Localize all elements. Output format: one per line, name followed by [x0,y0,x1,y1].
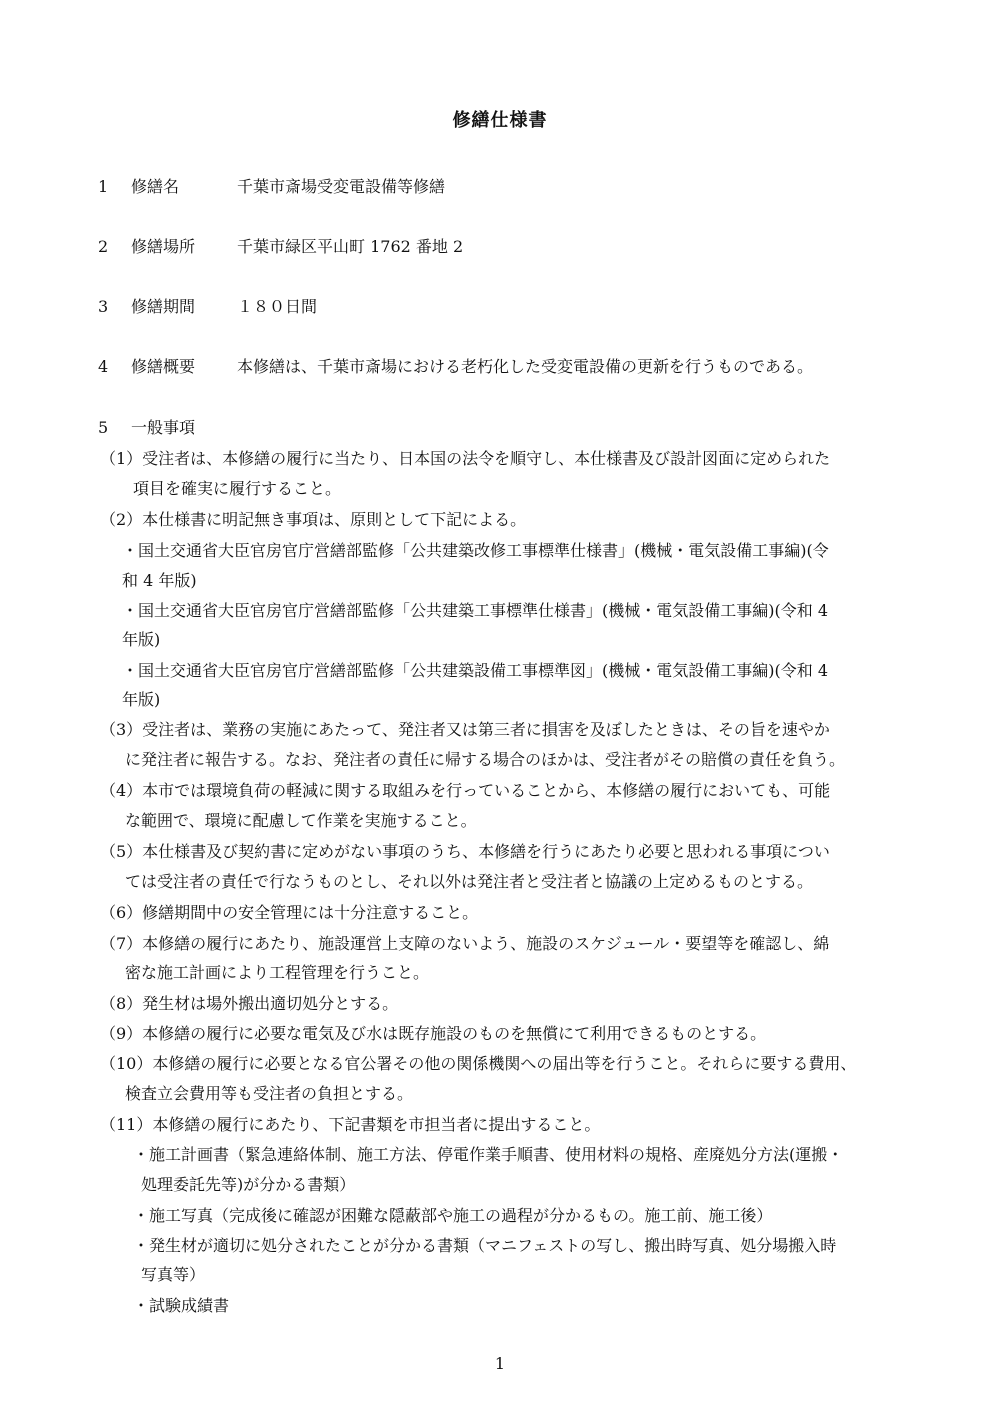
page-number: 1 [494,1354,506,1373]
reference-item-continuation: 和 4 年版) [122,571,197,590]
list-item: （9）本修繕の履行に必要な電気及び水は既存施設のものを無償にて利用できるものとする。 [100,1024,767,1043]
item-number: 2 [98,237,109,256]
list-item-continuation: に発注者に報告する。なお、発注者の責任に帰する場合のほかは、受注者がその賠償の責任を負う。 [125,750,846,769]
list-item: （5）本仕様書及び契約書に定めがない事項のうち、本修繕を行うにあたり必要と思われる事項につい [100,842,830,861]
reference-item: ・国土交通省大臣官房官庁営繕部監修「公共建築改修工事標準仕様書」(機械・電気設備工事編)(令 [122,541,829,560]
list-item-continuation: 検査立会費用等も受注者の負担とする。 [125,1084,414,1103]
list-item: （7）本修繕の履行にあたり、施設運営上支障のないよう、施設のスケジュール・要望等を確認し、綿 [100,934,830,953]
reference-item-continuation: 年版) [122,630,161,649]
item-value: １８０日間 [237,297,318,316]
document-item: ・発生材が適切に処分されたことが分かる書類（マニフェストの写し、搬出時写真、処分場搬入時 [133,1236,837,1255]
item-label: 修繕期間 [131,297,196,316]
list-item-continuation: ては受注者の責任で行なうものとし、それ以外は発注者と受注者と協議の上定めるものとする。 [125,872,814,891]
document-item: ・施工写真（完成後に確認が困難な隠蔽部や施工の過程が分かるもの。施工前、施工後） [133,1206,773,1225]
list-item: （8）発生材は場外搬出適切処分とする。 [100,994,399,1013]
list-item: （10）本修繕の履行に必要となる官公署その他の関係機関への届出等を行うこと。それらに要する費用、 [100,1054,857,1073]
item-label: 修繕概要 [131,357,196,376]
list-item: （6）修繕期間中の安全管理には十分注意すること。 [100,903,479,922]
reference-item: ・国土交通省大臣官房官庁営繕部監修「公共建築設備工事標準図」(機械・電気設備工事編)(令和 4 [122,661,828,680]
page-title: 修繕仕様書 [452,110,548,131]
item-value: 千葉市緑区平山町 1762 番地 2 [237,237,464,256]
item-label: 修繕名 [131,177,180,196]
document-item-continuation: 処理委託先等)が分かる書類） [141,1175,356,1194]
list-item: （4）本市では環境負荷の軽減に関する取組みを行っていることから、本修繕の履行においても、可能 [100,781,831,800]
item-value: 本修繕は、千葉市斎場における老朽化した受変電設備の更新を行うものである。 [237,357,814,376]
list-item: （2）本仕様書に明記無き事項は、原則として下記による。 [100,510,527,529]
document-item: ・試験成績書 [133,1296,230,1315]
list-item: （3）受注者は、業務の実施にあたって、発注者又は第三者に損害を及ぼしたときは、その旨を速やか [100,720,830,739]
item-number: 3 [98,297,109,316]
item-number: 4 [98,357,109,376]
item-value: 千葉市斎場受変電設備等修繕 [237,177,446,196]
item-label: 修繕場所 [131,237,196,256]
list-item: （11）本修繕の履行にあたり、下記書類を市担当者に提出すること。 [100,1115,601,1134]
list-item-continuation: 密な施工計画により工程管理を行うこと。 [125,963,430,982]
section-label: 一般事項 [131,418,196,437]
item-number: 1 [98,177,109,196]
list-item-continuation: な範囲で、環境に配慮して作業を実施すること。 [125,811,477,830]
document-item-continuation: 写真等） [141,1265,206,1284]
reference-item: ・国土交通省大臣官房官庁営繕部監修「公共建築工事標準仕様書」(機械・電気設備工事編)(令和 4 [122,601,828,620]
list-item-continuation: 項目を確実に履行すること。 [133,479,342,498]
section-number: 5 [98,418,109,437]
reference-item-continuation: 年版) [122,690,161,709]
list-item: （1）受注者は、本修繕の履行に当たり、日本国の法令を順守し、本仕様書及び設計図面に定められた [100,449,831,468]
document-item: ・施工計画書（緊急連絡体制、施工方法、停電作業手順書、使用材料の規格、産廃処分方法(運搬・ [133,1145,844,1164]
